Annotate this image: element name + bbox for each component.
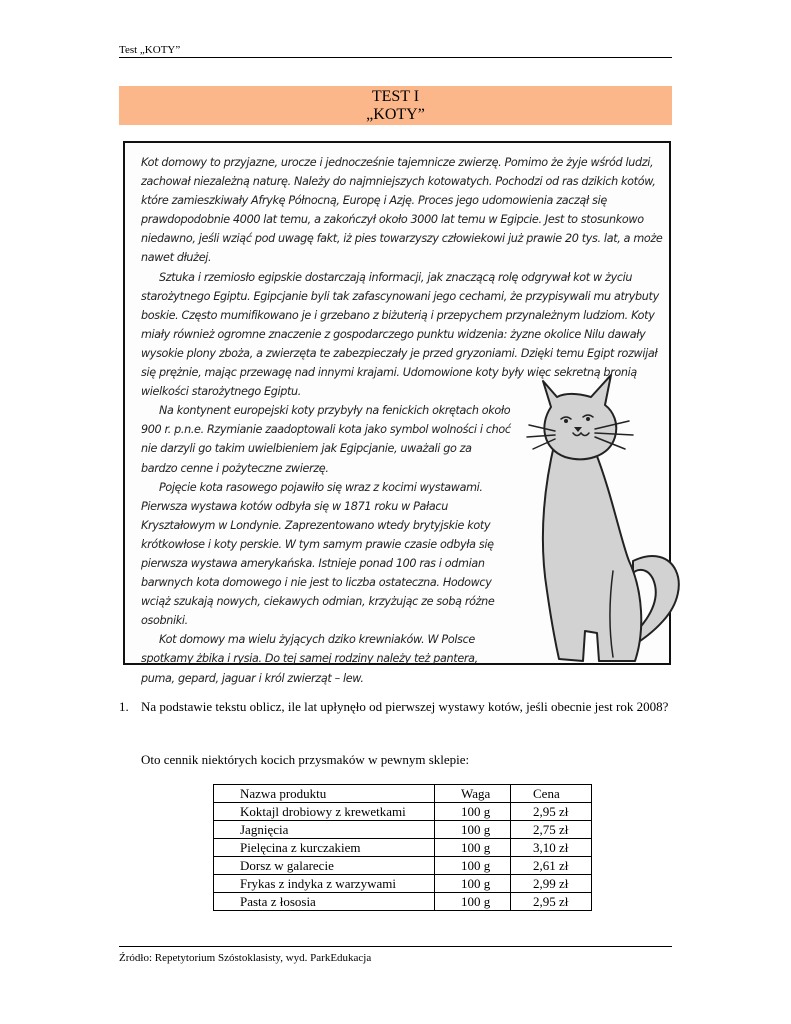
- question-text: Na podstawie tekstu oblicz, ile lat upłynęło od pierwszej wystawy kotów, jeśli obecnie jest rok 2008?: [141, 699, 669, 714]
- paragraph-2: Sztuka i rzemiosło egipskie dostarczają informacji, jak znaczącą rolę odgrywał kot w życiu starożytnego Egiptu. Egipcjanie byli tak zafascynowani jego cechami, że przypisywali mu atrybuty boskie. Często mumifikowano je i grzebano z biżuterią i przepychem przynależnym ludziom. Koty miały również ogromne znaczenie z gospodarczego punktu widzenia: żyzne okolice Nilu dawały wysokie plony zboża, a zwierzęta te zabezpieczały je przed gryzoniami. Dzięki temu Egipt rozwijał się prężnie, mając przewagę nad innymi krajami. Udomowione koty były więc sekretną bronią wielkości starożytnego Egiptu.: [141, 270, 659, 399]
- product-name-cell: Pasta z łososia: [214, 893, 435, 911]
- paragraph-4: Pojęcie kota rasowego pojawiło się wraz z kocimi wystawami. Pierwsza wystawa kotów odbyła się w 1871 roku w Pałacu Kryształowym w Londynie. Zaprezentowano wtedy brytyjskie koty krótkowłose i koty perskie. W tym samym prawie czasie odbyła się pierwsza wystawa amerykańska. Istnieje ponad 100 ras i odmian barwnych kota domowego i nie jest to liczba ostateczna. Hodowcy wciąż szukają nowych, ciekawych odmian, krzyżując ze sobą różne osobniki.: [141, 480, 495, 628]
- product-name-cell: Frykas z indyka z warzywami: [214, 875, 435, 893]
- cat-pupil-right: [586, 417, 590, 421]
- price-table: [213, 784, 592, 911]
- price-cell: 2,99 zł: [511, 875, 592, 893]
- header-rule: [119, 57, 672, 58]
- table-header-cell: Waga: [435, 785, 511, 803]
- paragraph-5: Kot domowy ma wielu żyjących dziko krewniaków. W Polsce spotkamy żbika i rysia. Do tej samej rodziny należy też pantera, puma, gepard, jaguar i król zwierząt – lew.: [141, 633, 478, 685]
- table-row: [214, 875, 592, 893]
- page-header-title: Test „KOTY”: [119, 44, 181, 56]
- cat-body: [543, 441, 641, 661]
- table-row: [214, 893, 592, 911]
- price-cell: 2,75 zł: [511, 821, 592, 839]
- scanned-text-box: [123, 141, 671, 685]
- table-header-cell: Cena: [511, 785, 592, 803]
- paragraph-3: Na kontynent europejski koty przybyły na fenickich okrętach około 900 r. p.n.e. Rzymianie zaadoptowali kota jako symbol wolności i choć nie darzyli go takim uwielbieniem jak Egipcjanie, uważali go za bardzo cenne i pożyteczne zwierzę.: [141, 404, 511, 475]
- weight-cell: 100 g: [435, 857, 511, 875]
- question-1: [119, 698, 672, 715]
- price-cell: 2,61 zł: [511, 857, 592, 875]
- test-title-band: [119, 86, 672, 125]
- cat-pupil-left: [564, 419, 568, 423]
- source-note: Źródło: Repetytorium Szóstoklasisty, wyd. ParkEdukacja: [119, 952, 372, 964]
- test-title-line1: TEST I: [371, 88, 420, 105]
- weight-cell: 100 g: [435, 839, 511, 857]
- question-number: 1.: [119, 699, 129, 714]
- product-name-cell: Dorsz w galarecie: [214, 857, 435, 875]
- price-list-intro: Oto cennik niektórych kocich przysmaków w pewnym sklepie:: [141, 752, 470, 767]
- table-row: [214, 857, 592, 875]
- weight-cell: 100 g: [435, 821, 511, 839]
- price-cell: 2,95 zł: [511, 893, 592, 911]
- product-name-cell: Pielęcina z kurczakiem: [214, 839, 435, 857]
- cat-head: [543, 375, 616, 459]
- table-row: [214, 821, 592, 839]
- table-header-row: [214, 785, 592, 803]
- table-row: [214, 803, 592, 821]
- price-cell: 2,95 zł: [511, 803, 592, 821]
- weight-cell: 100 g: [435, 893, 511, 911]
- footer-rule: [119, 946, 672, 947]
- product-name-cell: Jagnięcia: [214, 821, 435, 839]
- test-title-line2: „KOTY”: [366, 106, 425, 123]
- paragraph-1: Kot domowy to przyjazne, urocze i jednocześnie tajemnicze zwierzę. Pomimo że żyje wśród ludzi, zachował niezależną naturę. Należy do najmniejszych kotowatych. Pochodzi od ras dzikich kotów, które zamieszkiwały Afrykę Północną, Europę i Azję. Proces jego udomowienia zaczął się prawdopodobnie 4000 lat temu, a zakończył około 3000 lat temu w Egipcie. Jest to stosunkowo niedawno, jeśli wziąć pod uwagę fakt, iż pies towarzyszy człowiekowi już prawie 20 tys. lat, a może nawet dłużej.: [141, 156, 663, 265]
- cat-illustration: [525, 371, 675, 667]
- product-name-cell: Koktajl drobiowy z krewetkami: [214, 803, 435, 821]
- weight-cell: 100 g: [435, 803, 511, 821]
- price-cell: 3,10 zł: [511, 839, 592, 857]
- weight-cell: 100 g: [435, 875, 511, 893]
- table-header-cell: Nazwa produktu: [214, 785, 435, 803]
- table-row: [214, 839, 592, 857]
